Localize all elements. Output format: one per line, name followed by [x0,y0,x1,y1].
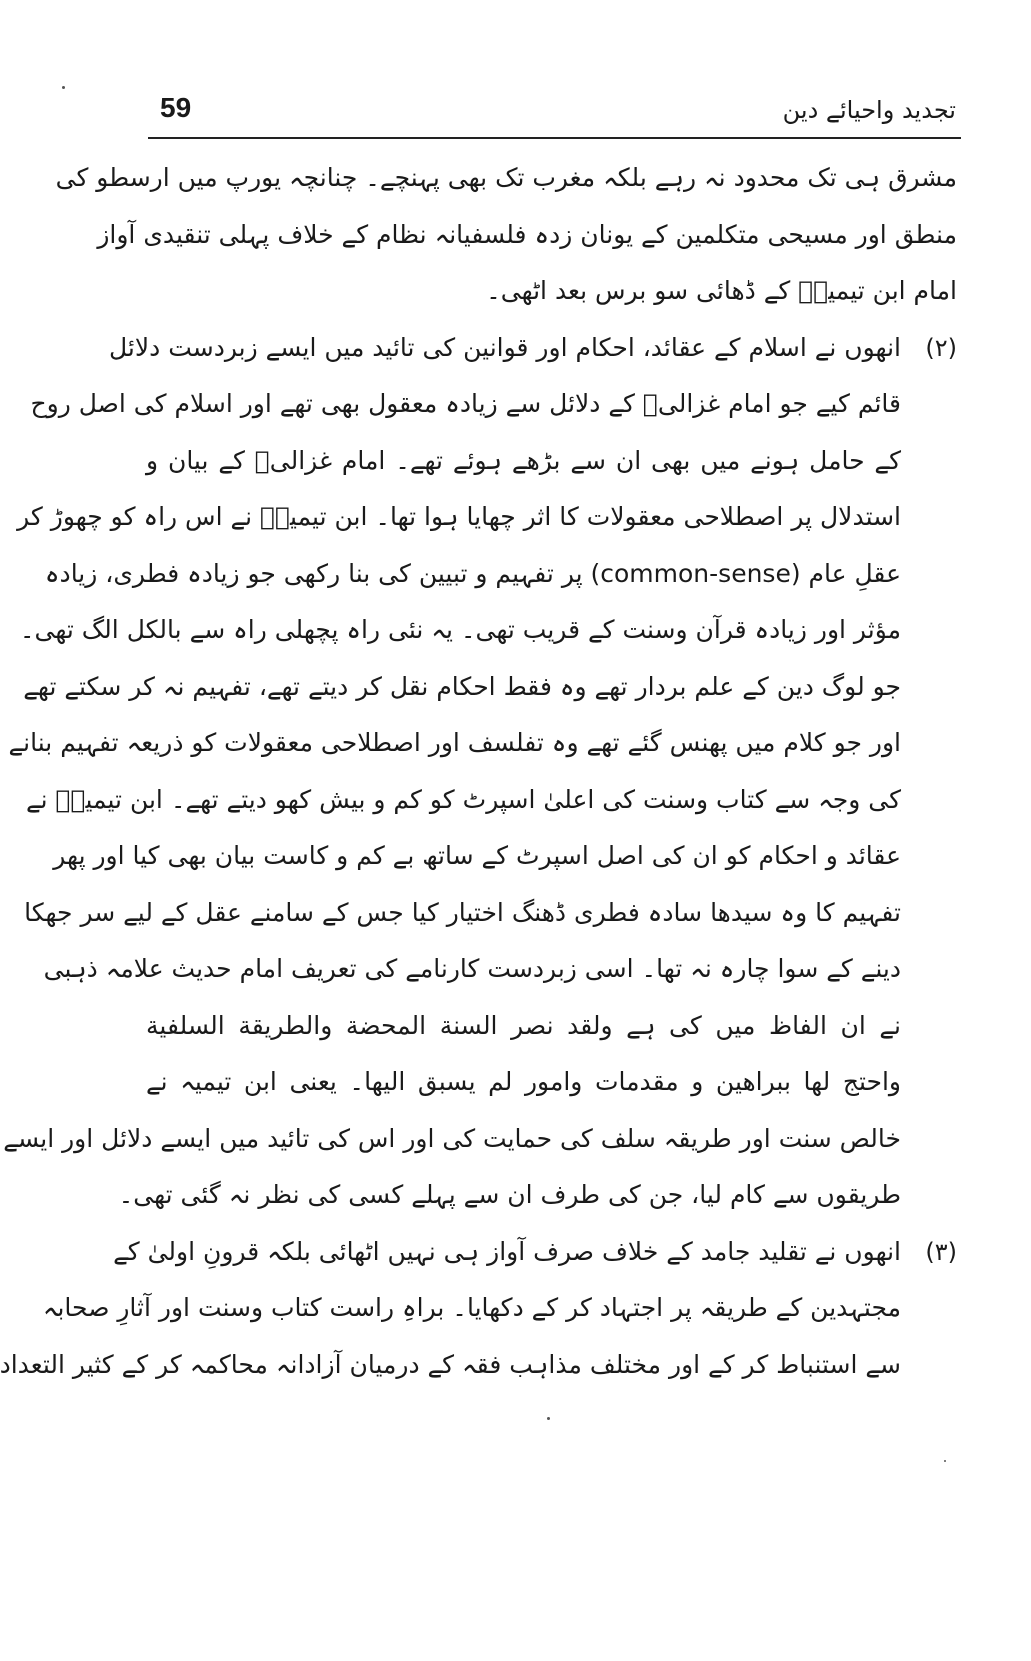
body-text [0,150,957,1393]
text-line: مؤثر اور زیادہ قرآن وسنت کے قریب تھی۔ یہ نئی راہ پچھلی راہ سے بالکل الگ تھی۔ [19,615,901,644]
text-line: جو لوگ دین کے علم بردار تھے وہ فقط احکام نقل کر دیتے تھے، تفہیم نہ کر سکتے تھے [23,671,901,701]
text-line: عقلِ عام (common-sense) پر تفہیم و تبیین کی بنا رکھی جو زیادہ فطری، زیادہ [44,558,901,588]
text-line: قائم کیے جو امام غزالیؒ کے دلائل سے زیادہ معقول بھی تھے اور اسلام کی اصل روح [30,389,901,418]
text-line: کے حامل ہونے میں بھی ان سے بڑھے ہوئے تھے۔ امام غزالیؒ کے بیان و [146,445,901,475]
intro-paragraph [55,150,957,320]
page-number: 59 [160,92,192,123]
text-line: منطق اور مسیحی متکلمین کے یونان زدہ فلسفیانہ نظام کے خلاف پہلی تنقیدی آواز [97,219,957,249]
text-line: سے استنباط کر کے اور مختلف مذاہب فقہ کے درمیان آزادانہ محاکمہ کر کے کثیر التعداد [0,1349,901,1379]
scan-speck [944,1460,946,1462]
text-line: استدلال پر اصطلاحی معقولات کا اثر چھایا ہوا تھا۔ ابن تیمیہؒ نے اس راہ کو چھوڑ کر [17,502,901,531]
text-line: طریقوں سے کام لیا، جن کی طرف ان سے پہلے کسی کی نظر نہ گئی تھی۔ [118,1180,901,1209]
text-line: تفہیم کا وہ سیدھا سادہ فطری ڈھنگ اختیار کیا جس کے سامنے عقل کے لیے سر جھکا [24,897,901,927]
text-line: امام ابن تیمیہؒ کے ڈھائی سو برس بعد اٹھی۔ [486,276,957,305]
text-line: انھوں نے اسلام کے عقائد، احکام اور قوانین کی تائید میں ایسے زبردست دلائل [108,332,901,362]
scan-speck [62,86,65,89]
text-line: مشرق ہی تک محدود نہ رہے بلکہ مغرب تک بھی پہنچے۔ چنانچہ یورپ میں ارسطو کی [55,163,957,192]
numbered-item-2 [3,320,957,1224]
text-line: کی وجہ سے کتاب وسنت کی اعلیٰ اسپرٹ کو کم و بیش کھو دیتے تھے۔ ابن تیمیہؒ نے [25,784,901,814]
text-line: عقائد و احکام کو ان کی اصل اسپرٹ کے ساتھ بے کم و کاست بیان بھی کیا اور پھر [53,841,901,870]
item-marker: (۳) [925,1237,957,1266]
text-line: خالص سنت اور طریقہ سلف کی حمایت کی اور اس کی تائید میں ایسے دلائل اور ایسے [3,1123,901,1153]
text-line: مجتہدین کے طریقہ پر اجتہاد کر کے دکھایا۔ براہِ راست کتاب وسنت اور آثارِ صحابہ [42,1293,901,1322]
text-line: اور جو کلام میں پھنس گئے تھے وہ تفلسف اور اصطلاحی معقولات کو ذریعہ تفہیم بنانے [8,728,901,757]
text-line: انھوں نے تقلید جامد کے خلاف صرف آواز ہی نہیں اٹھائی بلکہ قرونِ اولیٰ کے [113,1236,901,1266]
header-rule [148,137,961,139]
numbered-item-3 [0,1224,957,1394]
text-line: نے ان الفاظ میں کی ہے ولقد نصر السنة المحضة والطريقة السلفية [146,1010,901,1040]
item-marker: (۲) [925,333,957,362]
running-title: تجدید واحیائے دین [782,96,956,124]
text-line: دینے کے سوا چارہ نہ تھا۔ اسی زبردست کارنامے کی تعریف امام حدیث علامہ ذہبی [43,954,901,983]
text-line: واحتج لها ببراهين و مقدمات وامور لم يسبق اليها۔ یعنی ابن تیمیہ نے [146,1067,901,1096]
scan-speck [547,1417,550,1420]
